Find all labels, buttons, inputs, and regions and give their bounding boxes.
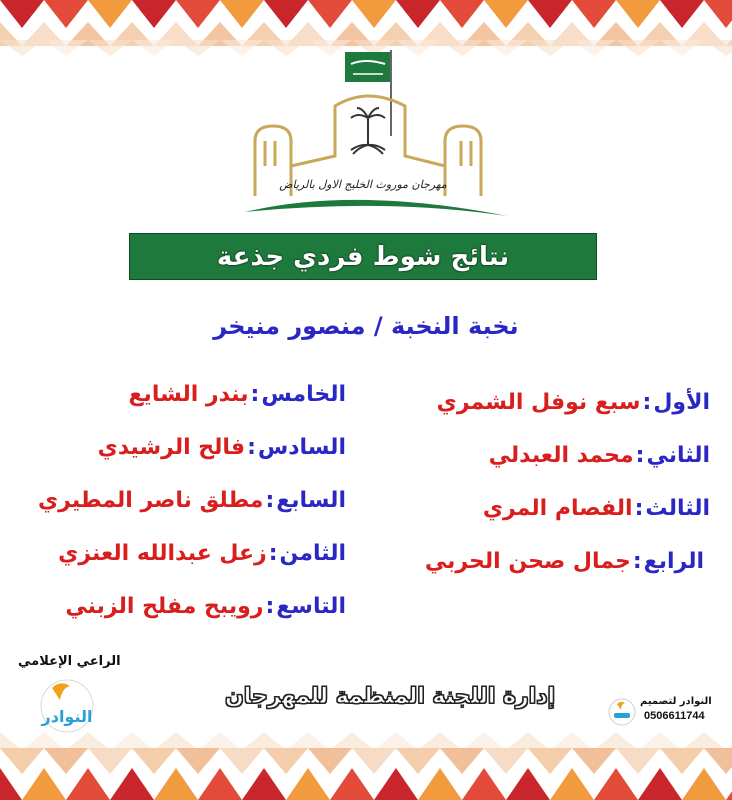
rank-label: الثالث xyxy=(645,496,710,521)
palm-swords-icon xyxy=(351,108,385,154)
decor-triangle xyxy=(682,732,726,750)
result-row xyxy=(6,474,346,527)
decor-triangle xyxy=(132,748,176,774)
decor-triangle xyxy=(330,732,374,750)
result-row xyxy=(370,376,710,429)
decor-triangle xyxy=(22,732,66,750)
decor-triangle xyxy=(374,732,418,750)
decor-triangle xyxy=(374,768,418,800)
decor-triangle xyxy=(242,732,286,750)
colon: : xyxy=(247,435,256,460)
winner-name: محمد العبدلي xyxy=(488,443,634,468)
decor-triangle xyxy=(660,748,704,774)
page-title: نتائج شوط فردي جذعة xyxy=(216,241,510,272)
results-left-column xyxy=(6,368,346,633)
decor-triangle xyxy=(528,748,572,774)
decor-triangle xyxy=(572,748,616,774)
decor-triangle xyxy=(220,0,264,28)
decor-triangle xyxy=(198,732,242,750)
winner-name: جمال صحن الحربي xyxy=(424,549,631,574)
result-row xyxy=(370,535,710,588)
logo-caption: مهرجان موروث الخليج الاول بالرياض xyxy=(279,178,447,191)
decor-triangle xyxy=(418,768,462,800)
winner-name: رويبح مفلح الزبني xyxy=(65,594,264,619)
winner-name: مطلق ناصر المطيري xyxy=(37,488,264,513)
rank-label: الثامن xyxy=(279,541,346,566)
decor-triangle xyxy=(396,748,440,774)
rank-label: السابع xyxy=(276,488,346,513)
rank-label: الأول xyxy=(653,390,710,415)
decor-triangle xyxy=(462,768,506,800)
designer-name: النوادر لتصميم xyxy=(640,696,712,707)
decor-triangle xyxy=(0,748,44,774)
decor-triangle xyxy=(462,732,506,750)
colon: : xyxy=(634,496,644,521)
organizing-committee: إدارة اللجنة المنظمة للمهرجان xyxy=(224,684,556,709)
media-sponsor-label: الراعي الإعلامي xyxy=(18,654,121,669)
winner-name: بندر الشايع xyxy=(128,382,249,407)
results-right-column xyxy=(370,376,710,588)
decor-triangle xyxy=(66,732,110,750)
decor-triangle xyxy=(286,732,330,750)
decor-triangle xyxy=(44,0,88,28)
decor-triangle xyxy=(682,768,726,800)
decor-triangle xyxy=(110,768,154,800)
colon: : xyxy=(635,443,645,468)
decor-triangle xyxy=(660,0,704,28)
title-banner xyxy=(129,233,597,280)
decor-triangle xyxy=(550,768,594,800)
decor-triangle xyxy=(154,768,198,800)
designer-phone: 0506611744 xyxy=(644,710,705,722)
decor-triangle xyxy=(0,0,44,28)
decor-triangle xyxy=(396,0,440,28)
decor-triangle xyxy=(594,732,638,750)
colon: : xyxy=(268,541,278,566)
decor-triangle xyxy=(638,768,682,800)
decor-triangle xyxy=(308,748,352,774)
decor-triangle xyxy=(0,40,44,56)
winner-name: فالح الرشيدي xyxy=(97,435,246,460)
designer-logo-icon xyxy=(608,698,636,726)
designer-credit xyxy=(606,696,726,730)
decor-triangle xyxy=(616,0,660,28)
colon: : xyxy=(250,382,260,407)
decor-triangle xyxy=(176,748,220,774)
decor-triangle xyxy=(220,748,264,774)
decor-triangle xyxy=(308,0,352,28)
colon: : xyxy=(265,594,275,619)
decor-triangle xyxy=(88,748,132,774)
decor-triangle xyxy=(616,748,660,774)
decor-triangle xyxy=(484,0,528,28)
decor-triangle xyxy=(264,0,308,28)
rank-label: التاسع xyxy=(276,594,346,619)
result-row xyxy=(370,482,710,535)
decor-triangle xyxy=(418,732,462,750)
decor-triangle xyxy=(506,732,550,750)
decor-triangle xyxy=(726,732,732,750)
decor-triangle xyxy=(704,748,732,774)
decor-triangle xyxy=(484,748,528,774)
saudi-flag-icon xyxy=(345,52,391,82)
rank-label: الرابع xyxy=(643,549,704,574)
decor-triangle xyxy=(88,0,132,28)
result-row xyxy=(6,527,346,580)
decor-triangle xyxy=(572,40,616,56)
bottom-triangle-band xyxy=(0,732,732,800)
decor-triangle xyxy=(132,40,176,56)
decor-triangle xyxy=(198,768,242,800)
decor-triangle xyxy=(550,732,594,750)
colon: : xyxy=(642,390,652,415)
decor-triangle xyxy=(660,40,704,56)
decor-triangle xyxy=(616,40,660,56)
decor-triangle xyxy=(528,0,572,28)
decor-triangle xyxy=(0,732,22,750)
decor-triangle xyxy=(704,0,732,28)
result-row xyxy=(370,429,710,482)
svg-text:النوادر: النوادر xyxy=(41,707,93,726)
result-row xyxy=(6,580,346,633)
decor-triangle xyxy=(528,40,572,56)
colon: : xyxy=(265,488,275,513)
decor-triangle xyxy=(506,768,550,800)
rank-label: الثاني xyxy=(646,443,710,468)
decor-triangle xyxy=(594,768,638,800)
decor-triangle xyxy=(154,732,198,750)
result-row xyxy=(6,421,346,474)
decor-triangle xyxy=(176,40,220,56)
elite-line: نخبة النخبة / منصور منيخر xyxy=(213,312,519,340)
decor-triangle xyxy=(44,748,88,774)
decor-triangle xyxy=(704,40,732,56)
rank-label: الخامس xyxy=(261,382,346,407)
decor-triangle xyxy=(286,768,330,800)
decor-triangle xyxy=(132,0,176,28)
decor-triangle xyxy=(110,732,154,750)
winner-name: سبع نوفل الشمري xyxy=(436,390,641,415)
decor-triangle xyxy=(638,732,682,750)
decor-triangle xyxy=(66,768,110,800)
winner-name: الفصام المري xyxy=(482,496,633,521)
decor-triangle xyxy=(242,768,286,800)
decor-triangle xyxy=(440,748,484,774)
decor-triangle xyxy=(22,768,66,800)
decor-triangle xyxy=(352,0,396,28)
decor-triangle xyxy=(440,0,484,28)
decor-triangle xyxy=(330,768,374,800)
decor-triangle xyxy=(572,0,616,28)
decor-triangle xyxy=(264,748,308,774)
decor-triangle xyxy=(88,40,132,56)
decor-triangle xyxy=(176,0,220,28)
colon: : xyxy=(632,549,642,574)
decor-triangle xyxy=(44,40,88,56)
decor-triangle xyxy=(352,748,396,774)
decor-triangle xyxy=(0,768,22,800)
result-row xyxy=(6,368,346,421)
winner-name: زعل عبدالله العنزي xyxy=(58,541,267,566)
rank-label: السادس xyxy=(257,435,346,460)
